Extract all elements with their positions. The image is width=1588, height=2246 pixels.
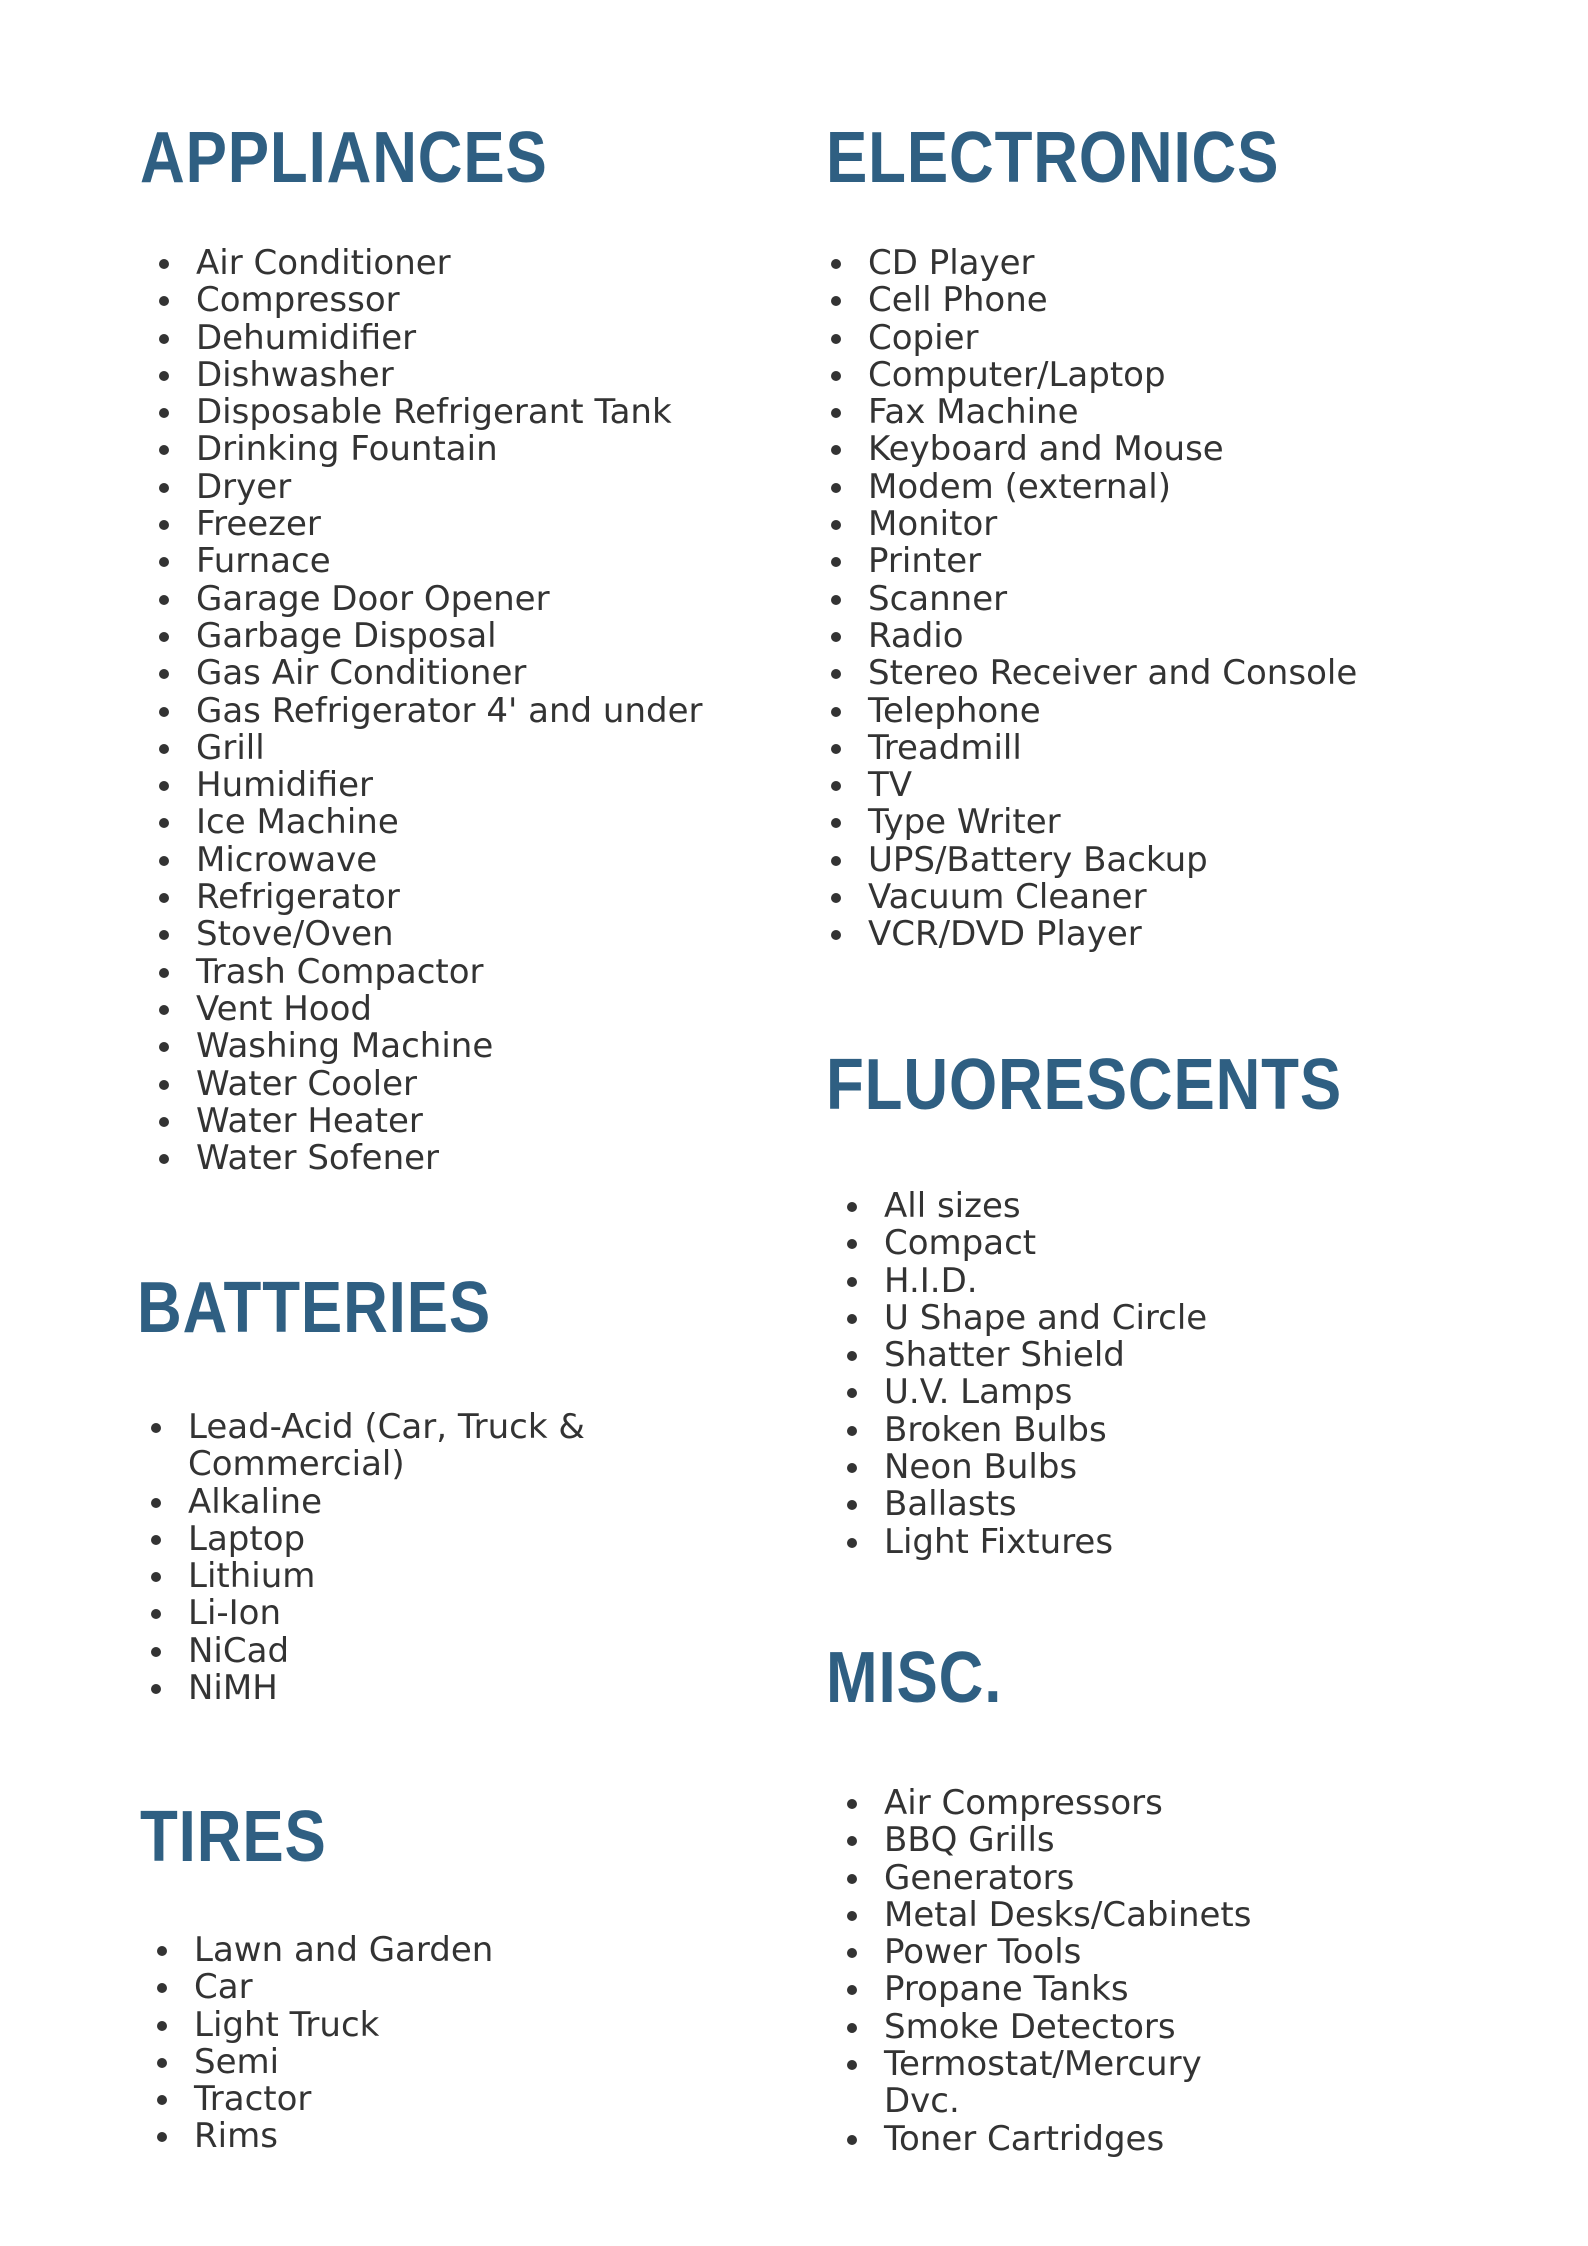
list-item-label: Trash Compactor [196,951,484,992]
batteries-list [142,1409,622,1707]
list-item-label: Copier [868,317,979,358]
list-item [150,690,703,731]
bullet-icon [159,1080,169,1090]
list-item [150,394,702,431]
list-item-label: Smoke Detectors [884,2006,1176,2047]
list-item-label: Drinking Fountain [196,429,498,470]
list-item-label: Gas Air Conditioner [196,653,527,694]
bullet-icon [151,1423,161,1433]
list-item-label: CD Player [868,243,1035,283]
list-item [822,727,1357,768]
bullet-icon [831,632,841,642]
list-item-label: BBQ Grills [884,1820,1055,1861]
bullet-icon [159,259,169,269]
list-item-label: Water Cooler [196,1063,417,1104]
bullet-icon [157,2095,167,2105]
list-item [838,2046,1268,2121]
list-item-label: Fax Machine [868,392,1079,433]
list-item-label: Disposable Refrigerant Tank [196,392,672,433]
list-item-label: Keyboard and Mouse [868,429,1224,470]
list-item [150,431,702,468]
list-item [838,1486,1207,1523]
list-item [150,804,702,841]
list-item-label: Grill [196,727,265,768]
bullet-icon [831,856,841,866]
list-item-label: VCR/DVD Player [868,914,1142,955]
list-item-label: Furnace [196,541,331,582]
list-item [148,2004,493,2045]
bullet-icon [847,1314,857,1324]
list-item-label: Stereo Receiver and Console [868,653,1358,694]
list-item [822,804,1357,841]
bullet-icon [847,2060,857,2070]
list-item [148,1932,493,1969]
list-item-label: Lawn and Garden [194,1930,494,1970]
list-item [150,767,702,804]
list-item-label: Power Tools [884,1932,1082,1973]
list-item-label: Gas Refrigerator 4' and under [196,690,703,731]
list-item [822,690,1357,731]
list-item-label: Neon Bulbs [884,1447,1078,1488]
list-item [838,1857,1268,1898]
bullet-icon [159,445,169,455]
bullet-icon [847,1799,857,1809]
list-item [150,916,702,953]
list-item-label: Alkaline [188,1481,322,1522]
list-item-label: Washing Machine [196,1026,494,1067]
list-item-label: Rims [194,2116,278,2157]
list-item [150,506,702,543]
list-item [822,466,1357,507]
bullet-icon [159,632,169,642]
bullet-icon [831,893,841,903]
list-item [150,1140,702,1177]
list-item [150,655,702,692]
list-item [150,354,702,395]
list-item [142,1595,622,1632]
list-item-label: Refrigerator [196,877,400,918]
list-item [142,1518,622,1559]
list-item [838,1297,1208,1338]
list-item-label: All sizes [884,1186,1021,1226]
bullet-icon [159,856,169,866]
list-item-label: Humidifier [196,765,374,806]
bullet-icon [831,744,841,754]
bullet-icon [159,595,169,605]
bullet-icon [159,520,169,530]
misc-list [838,1785,1268,2158]
list-item-label: TV [868,765,913,806]
list-item-label: Microwave [196,839,378,880]
list-item [822,543,1357,580]
list-item-label: Compressor [196,280,400,321]
bullet-icon [831,520,841,530]
bullet-icon [157,2058,167,2068]
list-item [822,506,1357,543]
list-item-label: Scanner [868,578,1008,619]
bullet-icon [157,2021,167,2031]
tires-heading: TIRES [140,1797,327,1877]
bullet-icon [159,707,169,717]
list-item-label: Termostat/Mercury Dvc. [884,2044,1202,2122]
bullet-icon [831,707,841,717]
bullet-icon [847,1202,857,1212]
list-item-label: Ballasts [884,1484,1017,1525]
list-item-label: Cell Phone [868,280,1048,321]
list-item-label: Metal Desks/Cabinets [884,1894,1252,1935]
bullet-icon [159,818,169,828]
list-item-label: Water Heater [196,1100,423,1141]
list-item [150,282,702,319]
list-item-label: Monitor [868,504,998,545]
list-item-label: UPS/Battery Backup [868,839,1208,880]
list-item [822,394,1357,431]
list-item [150,951,702,992]
list-item-label: Modem (external) [868,466,1171,507]
bullet-icon [831,334,841,344]
list-item [150,727,702,768]
list-item-label: Treadmill [868,727,1022,768]
bullet-icon [151,1609,161,1619]
bullet-icon [847,1874,857,1884]
list-item-label: Generators [884,1857,1075,1898]
bullet-icon [157,2132,167,2142]
list-item [142,1630,622,1671]
list-item [822,578,1357,619]
list-item [838,1188,1207,1225]
bullet-icon [157,1946,167,1956]
list-item [150,1063,702,1104]
bullet-icon [159,1005,169,1015]
list-item [822,839,1357,880]
list-item-label: U Shape and Circle [884,1297,1208,1338]
list-item [150,879,702,916]
tires-list [148,1932,493,2156]
list-item-label: Computer/Laptop [868,354,1166,395]
bullet-icon [159,744,169,754]
bullet-icon [847,1911,857,1921]
list-item-label: Stove/Oven [196,914,394,955]
list-item-label: Vent Hood [196,988,372,1029]
list-item-label: Printer [868,541,982,582]
bullet-icon [847,1426,857,1436]
bullet-icon [157,1983,167,1993]
list-item [150,466,702,507]
list-item [838,2118,1268,2159]
bullet-icon [831,669,841,679]
bullet-icon [159,968,169,978]
list-item-label: Car [194,1967,253,2008]
list-item [822,245,1357,282]
list-item [838,1260,1207,1301]
list-item [148,1969,493,2006]
list-item-label: Freezer [196,504,321,545]
list-item [838,1225,1207,1262]
list-item [838,1409,1207,1450]
bullet-icon [159,334,169,344]
bullet-icon [847,1388,857,1398]
appliances-list [150,245,702,1177]
electronics-list [822,245,1357,954]
list-item [142,1409,622,1484]
appliances-heading: APPLIANCES [140,118,548,198]
list-item-label: Dryer [196,466,292,507]
list-item-label: H.I.D. [884,1260,978,1301]
list-item [150,615,702,656]
bullet-icon [847,1351,857,1361]
list-item-label: Air Conditioner [196,243,451,283]
bullet-icon [847,1277,857,1287]
list-item [150,245,702,282]
bullet-icon [159,1042,169,1052]
list-item-label: Type Writer [868,802,1061,843]
list-item [822,879,1357,916]
bullet-icon [847,1239,857,1249]
list-item [838,1785,1268,1822]
list-item-label: Garbage Disposal [196,615,497,656]
bullet-icon [847,1985,857,1995]
list-item [838,1449,1207,1486]
list-item [142,1481,622,1522]
misc-heading: MISC. [826,1638,1003,1718]
list-item-label: Dehumidifier [196,317,417,358]
list-item-label: NiMH [188,1668,278,1709]
list-item-label: Toner Cartridges [884,2118,1165,2159]
list-item-label: U.V. Lamps [884,1372,1073,1413]
bullet-icon [831,595,841,605]
list-item-label: Lead-Acid (Car, Truck & Commercial) [188,1407,585,1485]
list-item-label: Compact [884,1223,1037,1264]
electronics-heading: ELECTRONICS [826,118,1280,198]
list-item-label: Air Compressors [884,1783,1163,1823]
bullet-icon [847,2023,857,2033]
bullet-icon [831,259,841,269]
bullet-icon [159,408,169,418]
list-item [148,2118,493,2155]
list-item [822,282,1357,319]
list-item [838,1894,1268,1935]
bullet-icon [847,1463,857,1473]
bullet-icon [831,445,841,455]
list-item-label: Tractor [194,2079,312,2120]
bullet-icon [159,781,169,791]
list-item [838,1971,1268,2008]
list-item [142,1670,622,1707]
bullet-icon [847,1948,857,1958]
list-item [822,354,1357,395]
list-item-label: Light Fixtures [884,1521,1114,1562]
bullet-icon [151,1684,161,1694]
bullet-icon [831,818,841,828]
bullet-icon [159,669,169,679]
bullet-icon [847,1500,857,1510]
bullet-icon [159,930,169,940]
list-item-label: Semi [194,2041,280,2082]
list-item-label: Dishwasher [196,354,394,395]
list-item [822,655,1357,692]
list-item-label: Radio [868,615,964,656]
fluorescents-heading: FLUORESCENTS [826,1045,1343,1125]
list-item [150,317,702,358]
list-item [822,317,1357,358]
list-item-label: Shatter Shield [884,1335,1125,1376]
list-item [838,2006,1268,2047]
list-item [148,2081,493,2118]
list-item [838,1374,1207,1411]
list-item [838,1521,1207,1562]
bullet-icon [831,557,841,567]
list-item [148,2041,493,2082]
bullet-icon [159,296,169,306]
bullet-icon [151,1572,161,1582]
list-item-label: Propane Tanks [884,1969,1129,2010]
list-item [822,615,1357,656]
bullet-icon [831,408,841,418]
list-item-label: Light Truck [194,2004,380,2045]
bullet-icon [159,557,169,567]
fluorescents-list [838,1188,1207,1561]
list-item [150,543,702,580]
list-item-label: NiCad [188,1630,290,1671]
bullet-icon [151,1647,161,1657]
bullet-icon [847,1836,857,1846]
bullet-icon [831,930,841,940]
list-item [142,1558,622,1595]
list-item [150,578,702,619]
bullet-icon [831,296,841,306]
batteries-heading: BATTERIES [137,1268,492,1348]
list-item [150,1028,702,1065]
bullet-icon [159,483,169,493]
list-item [822,767,1357,804]
list-item [150,988,702,1029]
list-item [822,431,1357,468]
list-item-label: Water Sofener [196,1138,440,1179]
list-item [838,1337,1207,1374]
bullet-icon [831,781,841,791]
bullet-icon [159,1117,169,1127]
list-item [150,839,702,880]
list-item-label: Li-Ion [188,1593,282,1634]
bullet-icon [831,371,841,381]
list-item-label: Lithium [188,1556,316,1597]
bullet-icon [151,1498,161,1508]
list-item-label: Broken Bulbs [884,1409,1107,1450]
list-item [838,1822,1268,1859]
bullet-icon [847,2135,857,2145]
list-item [822,916,1357,953]
list-item-label: Telephone [868,690,1041,731]
list-item [838,1934,1268,1971]
list-item-label: Vacuum Cleaner [868,877,1147,918]
bullet-icon [159,1154,169,1164]
list-item-label: Garage Door Opener [196,578,550,619]
bullet-icon [159,371,169,381]
bullet-icon [159,893,169,903]
list-item-label: Laptop [188,1518,306,1559]
bullet-icon [847,1538,857,1548]
bullet-icon [831,483,841,493]
list-item [150,1100,702,1141]
list-item-label: Ice Machine [196,802,399,843]
bullet-icon [151,1535,161,1545]
